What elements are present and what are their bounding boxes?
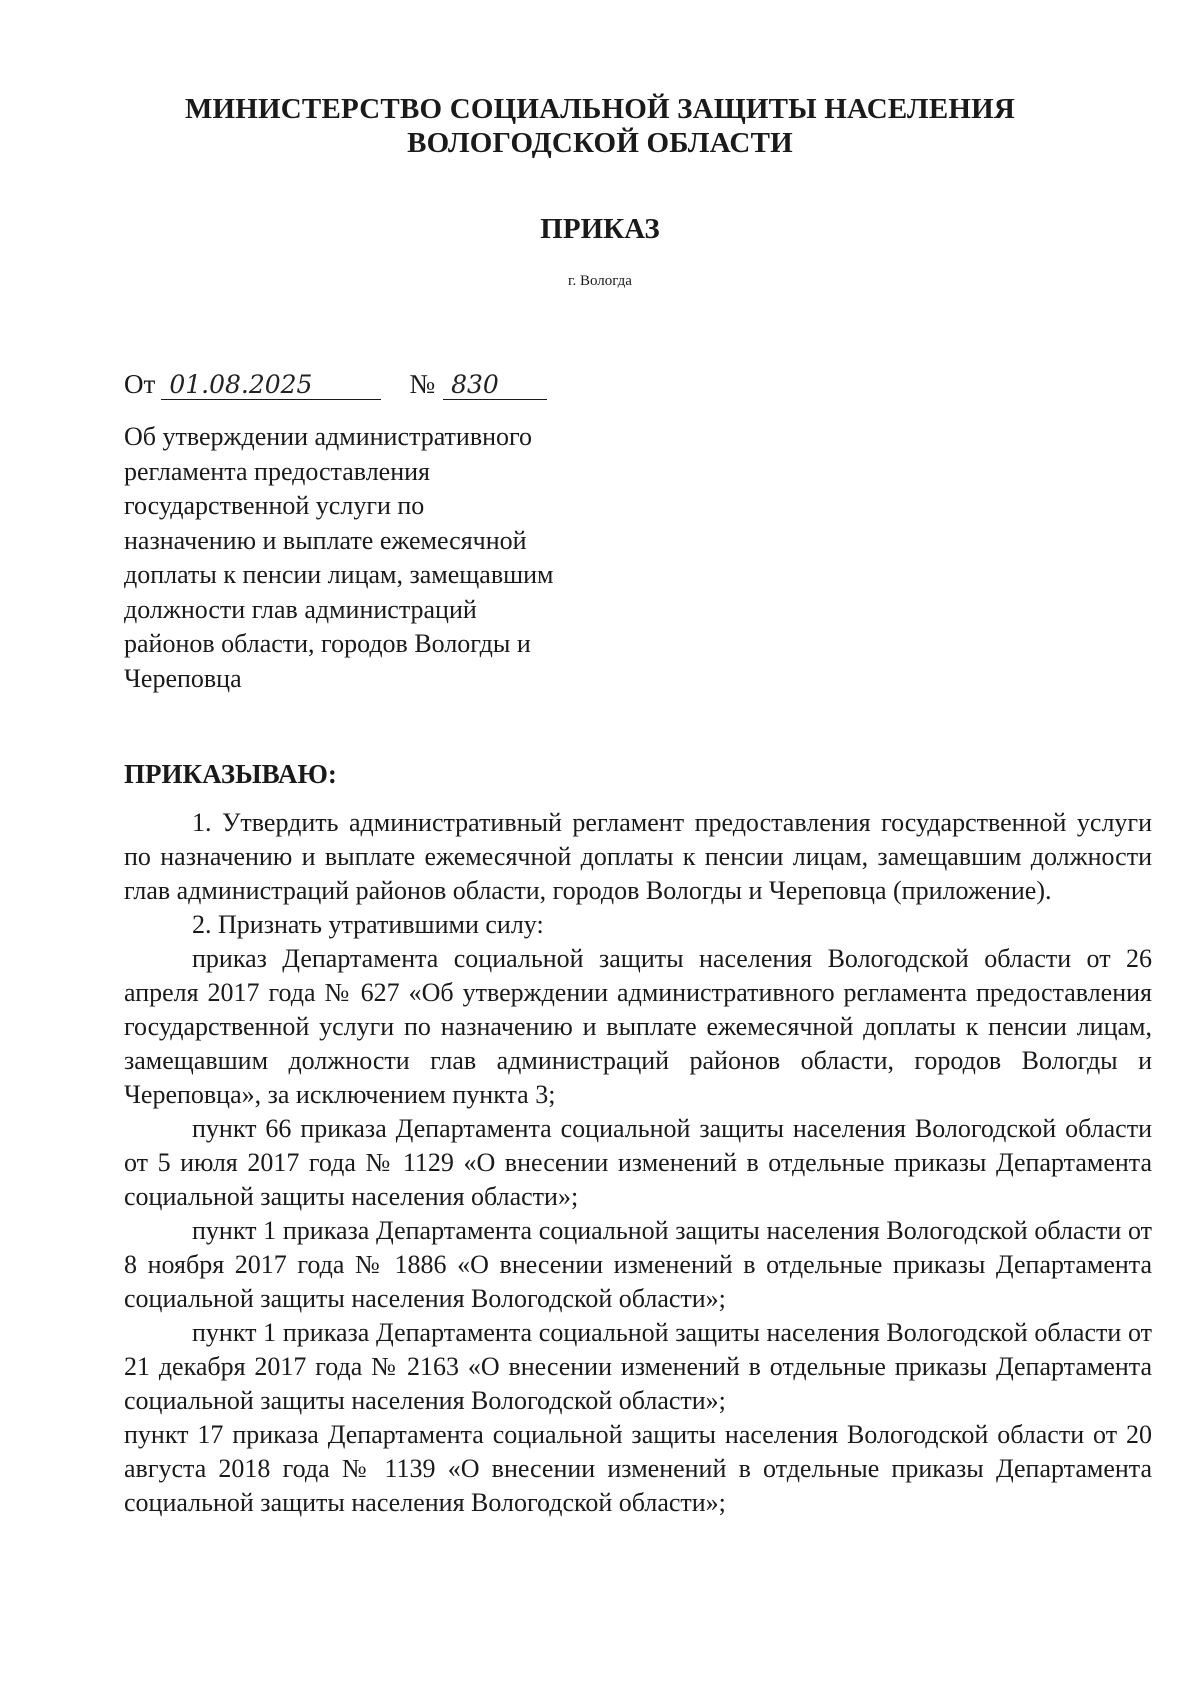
subject-line: регламента предоставления xyxy=(124,456,431,486)
paragraph-repealed-order-1886: пункт 1 приказа Департамента социальной защиты населения Вологодской области от 8 ноября 2017 года № 1886 «О внесении изменений в отдельные приказы Департамента социальной защиты населения Вологодской области»; xyxy=(124,1216,1152,1313)
paragraph-item-2: 2. Признать утратившими силу: xyxy=(192,910,544,939)
document-body xyxy=(124,806,1152,1520)
subject-line: должности глав администраций xyxy=(124,594,477,624)
paragraph-repealed-order-1139: пункт 17 приказа Департамента социальной защиты населения Вологодской области от 20 августа 2018 года № 1139 «О внесении изменений в отдельные приказы Департамента социальной защиты населения Вологодской области»; xyxy=(124,1420,1152,1517)
organization-line-2: ВОЛОГОДСКОЙ ОБЛАСТИ xyxy=(407,127,793,159)
subject-line: государственной услуги по xyxy=(124,491,425,520)
subject-line: назначению и выплате ежемесячной xyxy=(124,525,527,555)
subject-line: Череповца xyxy=(124,663,242,693)
number-label: № xyxy=(409,369,436,399)
organization-name xyxy=(0,92,1200,160)
paragraph-repealed-order-1129: пункт 66 приказа Департамента социальной защиты населения Вологодской области от 5 июля 2017 года № 1129 «О внесении изменений в отдельные приказы Департамента социальной защиты населения области»; xyxy=(124,1114,1152,1211)
date-field: 01.08.2025 xyxy=(161,371,381,400)
subject-line: Об утверждении административного xyxy=(124,422,533,451)
from-label: От xyxy=(124,369,156,399)
document-subject xyxy=(124,420,624,696)
paragraph-repealed-order-627: приказ Департамента социальной защиты населения Вологодской области от 26 апреля 2017 года № 627 «Об утверждении административного регламента предоставления государственной услуги по назначению и выплате ежемесячной доплаты к пенсии лицам, замещавшим должности глав администраций районов области, городов Вологды и Череповца», за исключением пункта 3; xyxy=(124,944,1152,1109)
orders-heading: ПРИКАЗЫВАЮ: xyxy=(124,759,337,789)
subject-line: районов области, городов Вологды и xyxy=(124,629,531,658)
paragraph-item-1: 1. Утвердить административный регламент предоставления государственной услуги по назначению и выплате ежемесячной доплаты к пенсии лицам, замещавшим должности глав администраций районов области, городов Вологды и Череповца (приложение). xyxy=(124,808,1152,905)
document-type: ПРИКАЗ xyxy=(540,213,660,245)
organization-line-1: МИНИСТЕРСТВО СОЦИАЛЬНОЙ ЗАЩИТЫ НАСЕЛЕНИЯ xyxy=(184,93,1016,125)
paragraph-repealed-order-2163: пункт 1 приказа Департамента социальной защиты населения Вологодской области от 21 декабря 2017 года № 2163 «О внесении изменений в отдельные приказы Департамента социальной защиты населения Вологодской области»; xyxy=(124,1318,1152,1415)
document-city: г. Вологда xyxy=(568,273,632,289)
subject-line: доплаты к пенсии лицам, замещавшим xyxy=(124,560,554,589)
date-number-line xyxy=(124,368,547,400)
number-field: 830 xyxy=(443,371,547,400)
